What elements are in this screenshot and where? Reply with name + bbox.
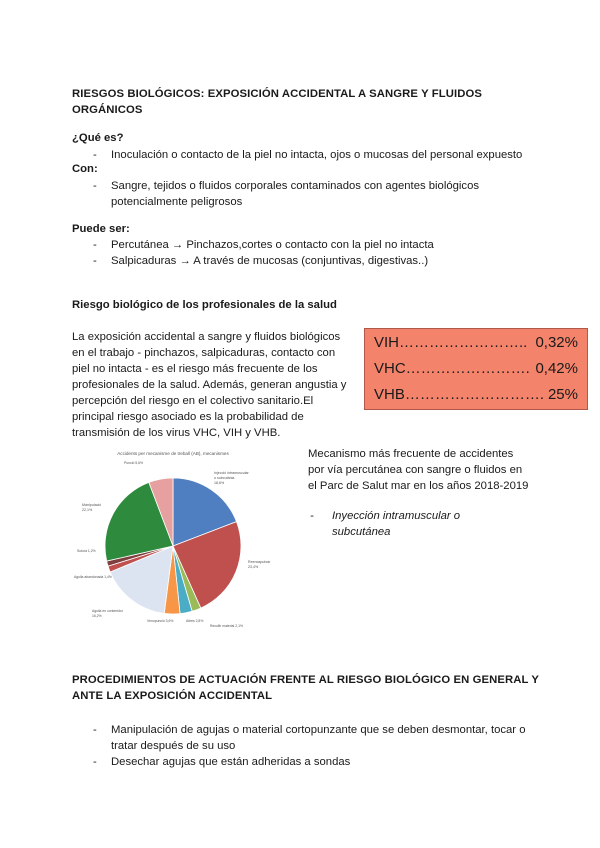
procedures-list (93, 722, 533, 770)
risk-paragraph: La exposición accidental a sangre y fluidos biológicos en el trabajo - pinchazos, salpicaduras, contacto con piel no intacta - es el riesgo más frecuente de los profesionales de la salud. Además, generan angustia y percepción del riesgo en el colectivo sanitario.El principal riesgo asociado es la probabilidad de transmisión de los virus VHC, VIH y VHB. (72, 331, 347, 439)
section3-title: PROCEDIMIENTOS DE ACTUACIÓN FRENTE AL RIESGO BIOLÓGICO EN GENERAL Y ANTE LA EXPOSICIÓN ACCIDENTAL (72, 674, 539, 702)
label-left-2: Agulla abandonada 1,4% (74, 575, 112, 579)
list-item: - Desechar agujas que están adheridas a sondas (93, 754, 533, 770)
con-label: Con: (72, 163, 98, 175)
label-bottom-4: Recollir material 2,1% (210, 624, 243, 628)
label-bottom: Agulla en contenidor 16,2% (92, 609, 123, 618)
list-item: - Manipulación de agujas o material cortopunzante que se deben desmontar, tocar o tratar después de su uso (93, 722, 533, 754)
puede-ser-label: Puede ser: (72, 223, 130, 235)
chart-title: Accidents per mecanisme de treball (AB), mecanismes (117, 451, 229, 456)
pie-slices (105, 478, 241, 614)
section2-title: Riesgo biológico de los profesionales de la salud (72, 299, 337, 311)
label-bottom-2: Venopunció 3,6% (147, 619, 174, 623)
risk-row-vhb: VHB………………………. 25% (374, 386, 578, 403)
risk-row-vhc: VHC……………………. 0,42% (374, 360, 578, 377)
list-item: - Percutánea → Pinchazos,cortes o contacto con la piel no intacta (93, 238, 533, 254)
risk-box (364, 328, 588, 410)
section1-title: RIESGOS BIOLÓGICOS: EXPOSICIÓN ACCIDENTAL A SANGRE Y FLUIDOS ORGÁNICOS (72, 88, 483, 116)
label-top: Injecció intramuscular o subcutània 18,6% (214, 471, 249, 485)
mechanism-list (310, 508, 490, 540)
pie-chart (62, 446, 284, 642)
label-bottom-3: Altres 2,8% (186, 619, 204, 623)
list-item: - Salpicaduras → A través de mucosas (conjuntivas, digestivas..) (93, 254, 533, 270)
con-list (93, 178, 513, 210)
list-item: - Sangre, tejidos o fluidos corporales contaminados con agentes biológicos potencialmente peligrosos (93, 178, 513, 210)
label-top-left: Punció 5,6% (124, 461, 144, 465)
label-right: Reencaputxar 23,4% (248, 560, 271, 569)
puede-ser-list (93, 238, 533, 269)
risk-row-vih: VIH…………………….. 0,32% (374, 334, 578, 351)
list-item: - Inyección intramuscular o subcutánea (310, 508, 490, 540)
mechanism-text: Mecanismo más frecuente de accidentes por vía percutánea con sangre o fluidos en el Parc de Salut mar en los años 2018-2019 (308, 448, 529, 492)
label-left-top: Manipulació 22,1% (82, 503, 102, 512)
list-item: - Inoculación o contacto de la piel no intacta, ojos o mucosas del personal expuesto (93, 148, 533, 164)
label-left-1: Sutura 1,2% (77, 549, 96, 553)
que-es-list (93, 148, 533, 164)
que-es-label: ¿Qué es? (72, 132, 124, 144)
